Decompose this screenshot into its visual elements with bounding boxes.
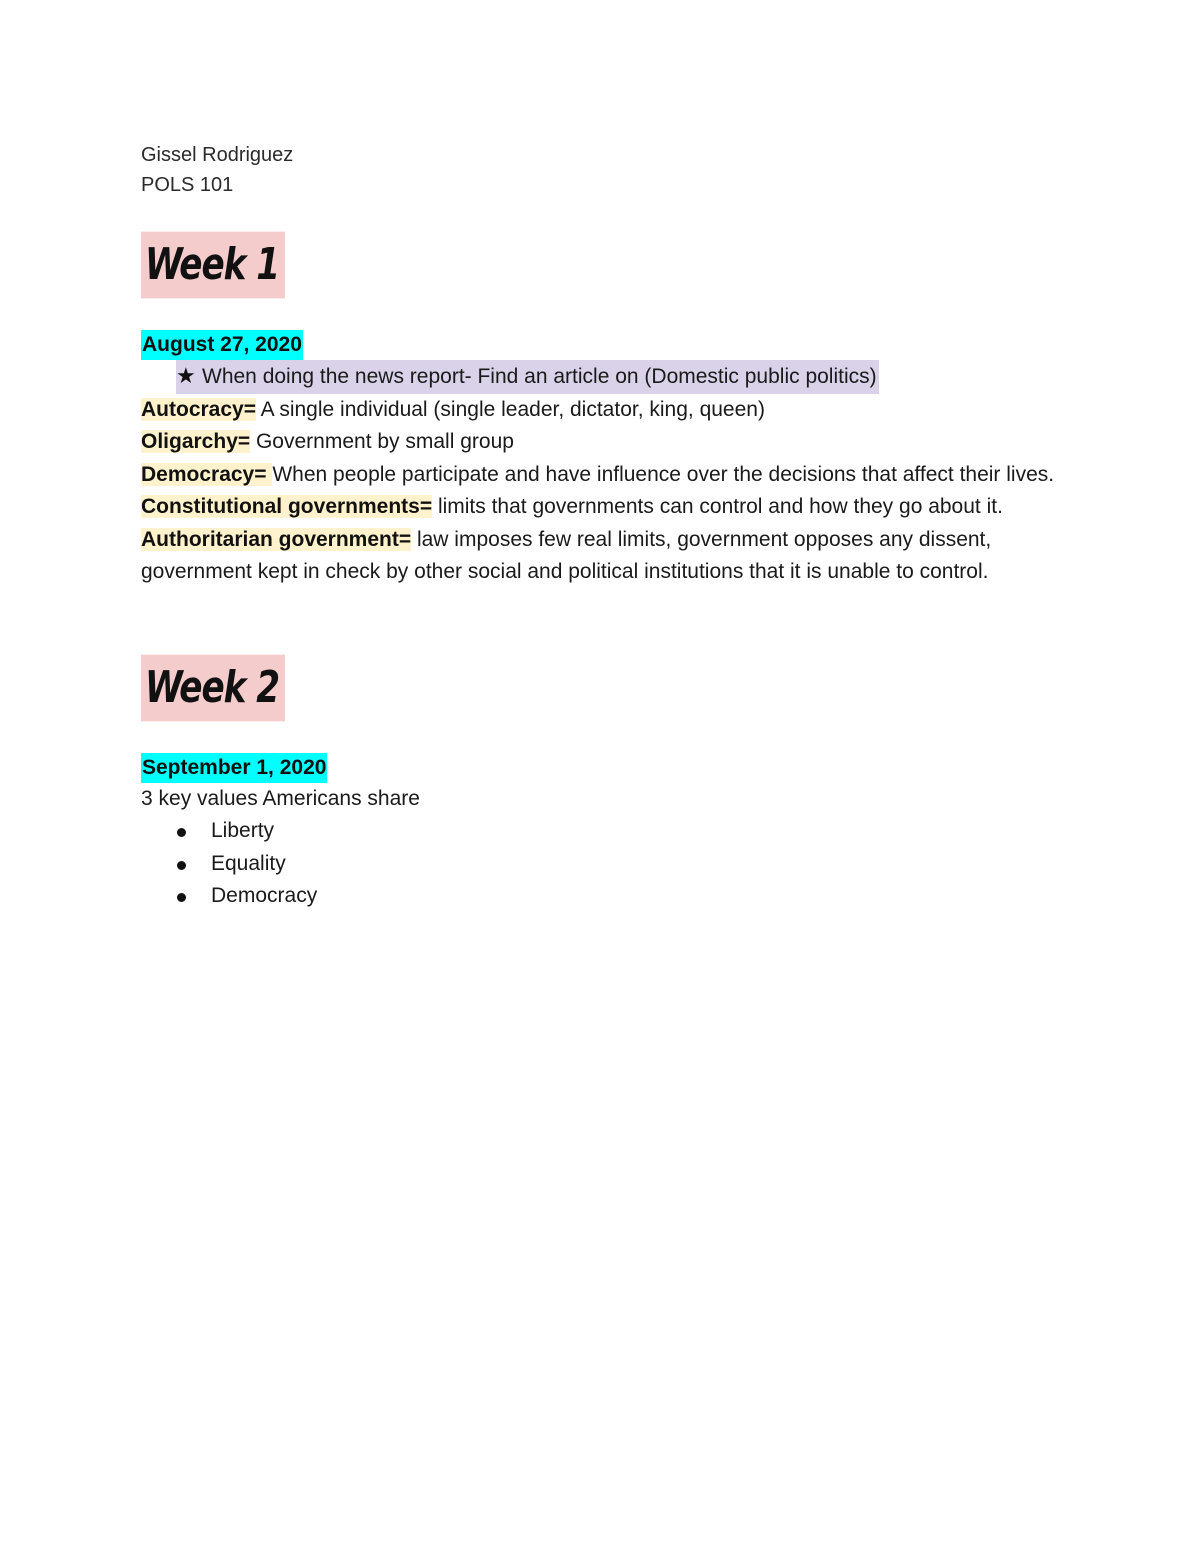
bullet-icon <box>177 861 186 870</box>
key-values-list <box>141 815 1061 913</box>
definition-term: Democracy= <box>141 462 273 486</box>
definition-democracy <box>141 459 1061 492</box>
week-1-heading: Week 1 <box>141 232 285 299</box>
author-name: Gissel Rodriguez <box>141 144 294 166</box>
note-text: When doing the news report- Find an article on (Domestic public politics) <box>202 365 877 388</box>
week-2-date: September 1, 2020 <box>141 753 327 783</box>
definition-text: law imposes few real limits, government opposes any dissent, government kept in check by other social and political institutions that it is unable to control. <box>141 527 992 583</box>
definition-authoritarian-government <box>141 524 1061 589</box>
week-2-heading-wrap <box>141 659 1061 717</box>
document-page <box>141 140 1061 913</box>
definition-term: Constitutional governments= <box>141 495 433 518</box>
key-values-intro: 3 key values Americans share <box>141 786 420 810</box>
bullet-icon <box>177 893 186 902</box>
definition-text: A single individual (single leader, dictator, king, queen) <box>255 397 765 421</box>
list-item <box>141 880 1061 913</box>
bullet-icon <box>177 828 186 837</box>
star-icon: ★ <box>176 363 196 388</box>
week-1-date: August 27, 2020 <box>141 330 303 360</box>
course-code: POLS 101 <box>141 174 234 196</box>
definition-text: limits that governments can control and how they go about it. <box>432 495 1003 518</box>
note-highlight <box>176 360 879 394</box>
definition-constitutional-governments <box>141 491 1061 524</box>
definition-term: Oligarchy= <box>141 430 251 453</box>
definition-oligarchy <box>141 426 1061 459</box>
news-report-note <box>141 360 1061 394</box>
list-item-text: Equality <box>211 851 286 875</box>
week-2-date-wrap <box>141 753 1061 783</box>
definition-term: Authoritarian government= <box>141 527 412 551</box>
definition-autocracy <box>141 394 1061 427</box>
definition-term: Autocracy= <box>141 397 256 421</box>
week-1-heading-wrap <box>141 236 1061 294</box>
list-item-text: Democracy <box>211 884 318 907</box>
list-item-text: Liberty <box>211 819 275 842</box>
definition-text: When people participate and have influence over the decisions that affect their lives. <box>272 462 1055 486</box>
week-2-heading: Week 2 <box>141 654 285 721</box>
list-item <box>141 815 1061 848</box>
week-1-date-wrap <box>141 330 1061 360</box>
list-item <box>141 848 1061 881</box>
definition-text: Government by small group <box>250 430 514 453</box>
